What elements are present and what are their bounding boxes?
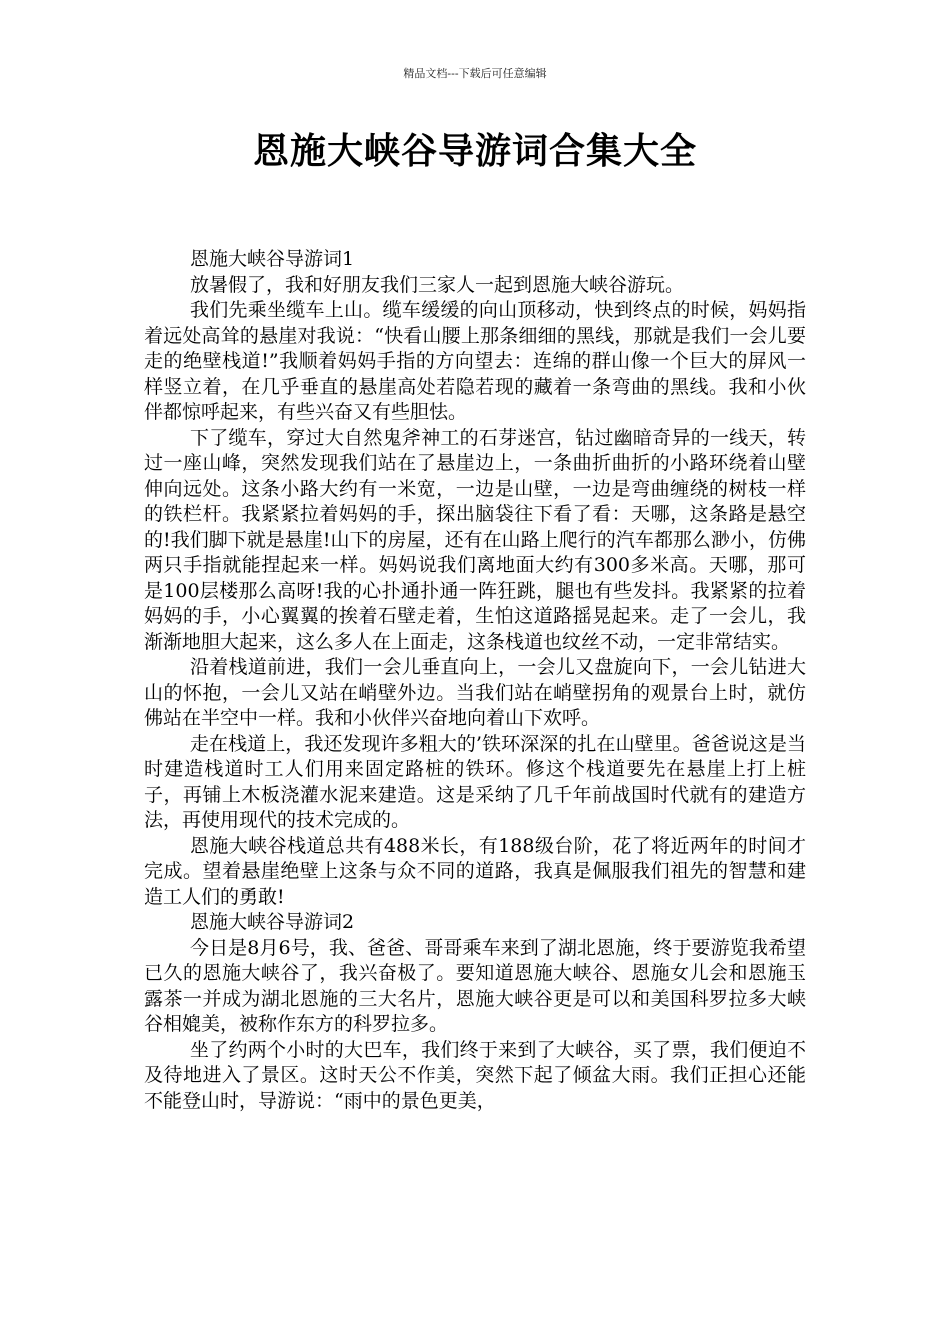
section-heading-2: 恩施大峡谷导游词2 — [190, 911, 355, 933]
header-note: 精品文档---下载后可任意编辑 — [403, 67, 547, 80]
paragraph: 我们先乘坐缆车上山。缆车缓缓的向山顶移动，快到终点的时候，妈妈指着远处高耸的悬崖对我说：“快看山腰上那条细细的黑线，那就是我们一会儿要走的绝壁栈道!”我顺着妈妈手指的方向望去：连绵的群山像一个巨大的屏风一样竖立着，在几乎垂直的悬崖高处若隐若现的藏着一条弯曲的黑线。我和小伙伴都惊呼起来，有些兴奋又有些胆怯。 — [144, 299, 806, 423]
paragraph: 沿着栈道前进，我们一会儿垂直向上，一会儿又盘旋向下，一会儿钻进大山的怀抱，一会儿又站在峭壁外边。当我们站在峭壁拐角的观景台上时，就仿佛站在半空中一样。我和小伙伴兴奋地向着山下欢呼。 — [144, 656, 806, 729]
paragraph: 恩施大峡谷栈道总共有488米长，有188级台阶，花了将近两年的时间才完成。望着悬崖绝壁上这条与众不同的道路，我真是佩服我们祖先的智慧和建造工人们的勇敢! — [144, 834, 806, 908]
paragraph: 下了缆车，穿过大自然鬼斧神工的石芽迷宫，钻过幽暗奇异的一线天，转过一座山峰，突然发现我们站在了悬崖边上，一条曲折曲折的小路环绕着山壁伸向远处。这条小路大约有一米宽，一边是山壁，一边是弯曲缠绕的树枝一样的铁栏杆。我紧紧拉着妈妈的手，探出脑袋往下看了看：天哪，这条路是悬空的!我们脚下就是悬崖!山下的房屋，还有在山路上爬行的汽车都那么渺小，仿佛两只手指就能捏起来一样。妈妈说我们离地面大约有300多米高。天哪，那可是100层楼那么高呀!我的心扑通扑通一阵狂跳，腿也有些发抖。我紧紧的拉着妈妈的手，小心翼翼的挨着石壁走着，生怕这道路摇晃起来。走了一会儿，我渐渐地胆大起来，这么多人在上面走，这条栈道也纹丝不动，一定非常结实。 — [144, 426, 806, 653]
document-body — [144, 247, 806, 1114]
section-heading-1: 恩施大峡谷导游词1 — [190, 248, 355, 270]
paragraph: 走在栈道上，我还发现许多粗大的’铁环深深的扎在山壁里。爸爸说这是当时建造栈道时工人们用来固定路桩的铁环。修这个栈道要先在悬崖上打上桩子，再铺上木板浇灌水泥来建造。这是采纳了几千年前战国时代就有的建造方法，再使用现代的技术完成的。 — [144, 732, 806, 831]
paragraph: 今日是8月6号，我、爸爸、哥哥乘车来到了湖北恩施，终于要游览我希望已久的恩施大峡谷了，我兴奋极了。要知道恩施大峡谷、恩施女儿会和恩施玉露茶一并成为湖北恩施的三大名片，恩施大峡谷更是可以和美国科罗拉多大峡谷相媲美，被称作东方的科罗拉多。 — [144, 936, 806, 1035]
paragraph: 放暑假了，我和好朋友我们三家人一起到恩施大峡谷游玩。 — [190, 273, 685, 296]
document-title: 恩施大峡谷导游词合集大全 — [252, 131, 697, 172]
paragraph: 坐了约两个小时的大巴车，我们终于来到了大峡谷，买了票，我们便迫不及待地进入了景区。这时天公不作美，突然下起了倾盆大雨。我们正担心还能不能登山时，导游说：“雨中的景色更美， — [144, 1038, 806, 1112]
